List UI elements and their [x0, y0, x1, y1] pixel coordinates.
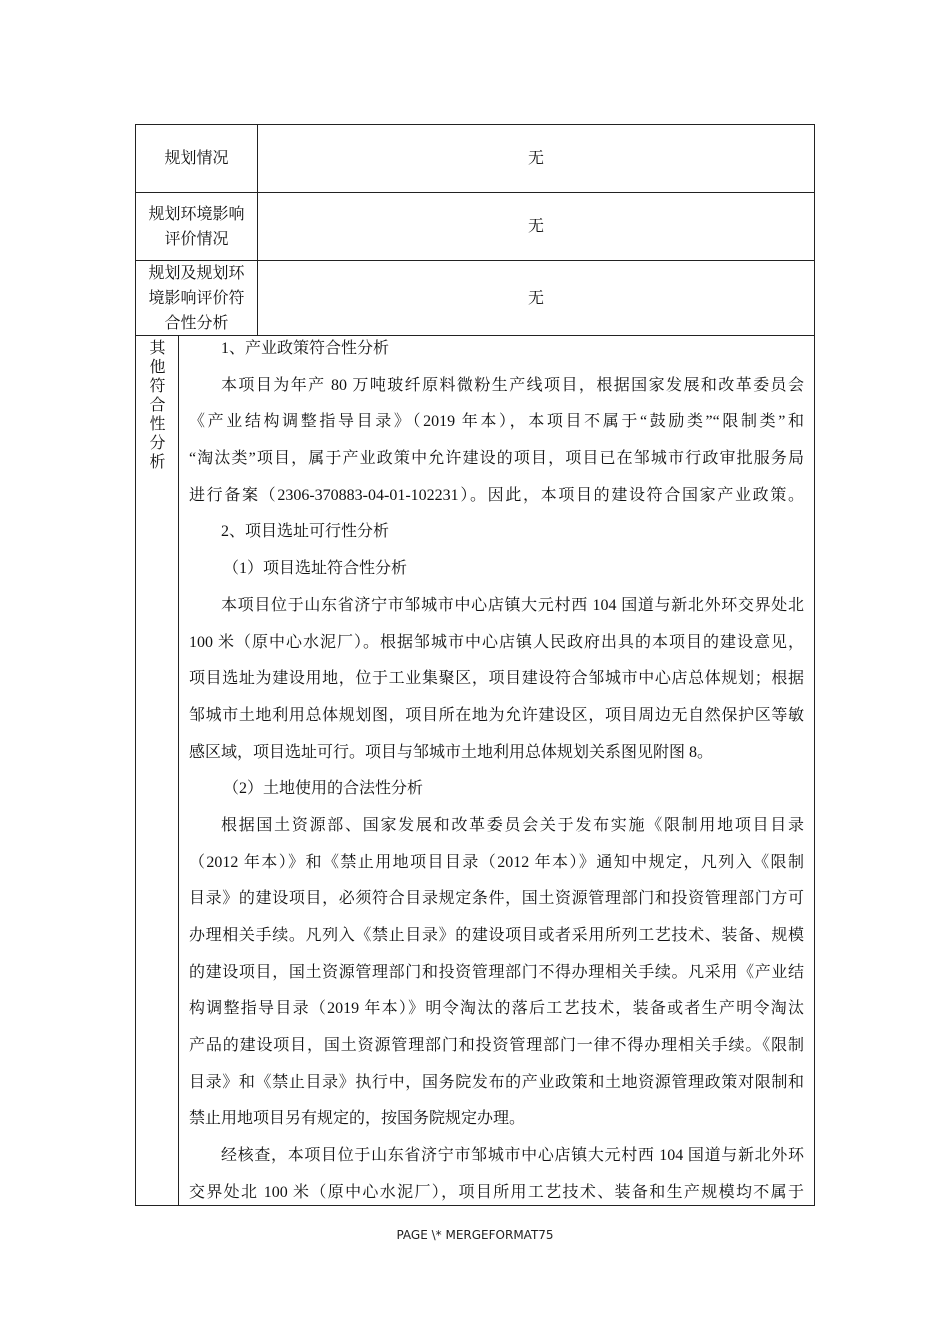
text-line: 经核查，本项目位于山东省济宁市邹城市中心店镇大元村西 104 国道与新北外环 [221, 1147, 804, 1165]
label-char: 性 [149, 416, 166, 433]
text-line: 100 米（原中心水泥厂）。根据邹城市中心店镇人民政府出具的本项目的建设意见， [189, 633, 804, 651]
subsection-heading: （1）项目选址符合性分析 [223, 560, 408, 578]
text-line: 构调整指导目录（2019 年本）》明令淘汰的落后工艺技术，装备或者生产明令淘汰 [189, 1000, 804, 1018]
text-line: 办理相关手续。凡列入《禁止目录》的建设项目或者采用所列工艺技术、装备、规模 [189, 927, 804, 944]
label-line: 规划环境影响 [148, 205, 245, 223]
label-char: 他 [149, 359, 166, 376]
label-char: 合 [149, 397, 166, 414]
text-line: 本项目位于山东省济宁市邹城市中心店镇大元村西 104 国道与新北外环交界处北 [221, 596, 804, 614]
label-line: 规划情况 [164, 150, 229, 167]
row-value-other-compliance [178, 335, 815, 1206]
label-line: 规划及规划环 [148, 264, 245, 282]
label-line: 境影响评价符 [148, 289, 245, 307]
label-line: 合性分析 [164, 314, 229, 332]
page-footer: PAGE \* MERGEFORMAT75 [396, 1228, 554, 1242]
value-text: 无 [527, 289, 544, 307]
label-char: 符 [149, 378, 166, 395]
label-line: 评价情况 [164, 230, 229, 248]
text-line: 项目选址为建设用地，位于工业集聚区，项目建设符合邹城市中心店总体规划；根据 [189, 670, 804, 688]
row-label-compliance [135, 260, 258, 336]
text-line: 交界处北 100 米（原中心水泥厂），项目所用工艺技术、装备和生产规模均不属于 [189, 1183, 804, 1201]
text-line: 进行备案（2306-370883-04-01-102231）。因此，本项目的建设符合国家产业政策。 [189, 486, 804, 504]
text-line: （2012 年本）》和《禁止用地项目目录（2012 年本）》通知中规定，凡列入《限制 [189, 853, 804, 871]
subsection-heading: （2）土地使用的合法性分析 [223, 780, 424, 798]
section-heading: 2、项目选址可行性分析 [221, 523, 390, 541]
text-line: 产品的建设项目，国土资源管理部门和投资管理部门一律不得办理相关手续。《限制 [189, 1037, 804, 1055]
row-label-planning [135, 124, 258, 193]
label-char: 其 [149, 340, 166, 357]
text-line: 目录》和《禁止目录》执行中，国务院发布的产业政策和土地资源管理政策对限制和 [189, 1073, 804, 1091]
label-char: 析 [149, 454, 166, 471]
text-line: “淘汰类”项目，属于产业政策中允许建设的项目，项目已在邹城市行政审批服务局 [189, 450, 804, 468]
label-char: 分 [149, 435, 166, 452]
row-value-eia [257, 192, 815, 261]
text-line: 禁止用地项目另有规定的，按国务院规定办理。 [189, 1110, 526, 1128]
section-heading: 1、产业政策符合性分析 [221, 340, 390, 357]
value-text: 无 [527, 218, 544, 235]
text-line: 感区域，项目选址可行。项目与邹城市土地利用总体规划关系图见附图 8。 [189, 743, 714, 761]
vertical-label [136, 339, 179, 472]
text-line: 《产业结构调整指导目录》（2019 年本），本项目不属于“鼓励类”“限制类”和 [189, 413, 804, 431]
row-label-eia [135, 192, 258, 261]
value-text: 无 [527, 150, 544, 167]
text-line: 的建设项目，国土资源管理部门和投资管理部门不得办理相关手续。凡采用《产业结 [189, 963, 804, 981]
analysis-text [189, 331, 804, 1212]
text-line: 目录》的建设项目，必须符合目录规定条件，国土资源管理部门和投资管理部门方可 [189, 890, 804, 908]
row-label-other-compliance [135, 335, 179, 1206]
row-value-planning [257, 124, 815, 193]
text-line: 根据国土资源部、国家发展和改革委员会关于发布实施《限制用地项目目录 [221, 816, 804, 834]
row-value-compliance [257, 260, 815, 336]
text-line: 本项目为年产 80 万吨玻纤原料微粉生产线项目，根据国家发展和改革委员会 [221, 376, 804, 394]
text-line: 邹城市土地利用总体规划图，项目所在地为允许建设区，项目周边无自然保护区等敏 [189, 706, 804, 724]
